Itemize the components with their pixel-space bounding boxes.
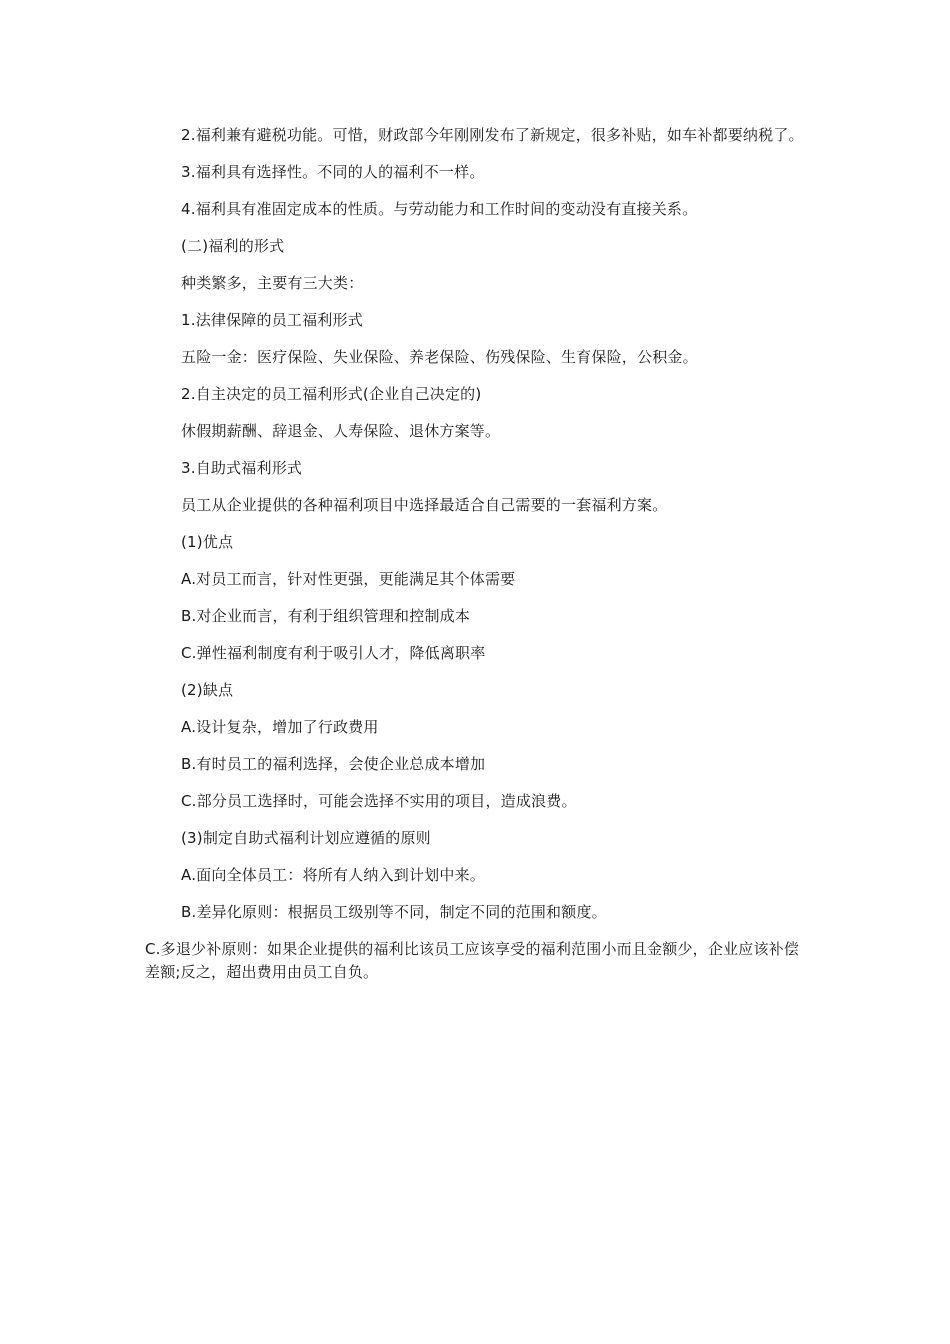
paragraph-selectivity: 3.福利具有选择性。不同的人的福利不一样。	[181, 163, 485, 181]
paragraph-tax-avoidance: 2.福利兼有避税功能。可惜，财政部今年刚刚发布了新规定，很多补贴，如车补都要纳税了。	[181, 126, 804, 144]
paragraph-autonomous-examples: 休假期薪酬、辞退金、人寿保险、退休方案等。	[181, 422, 501, 440]
subheading-advantages: (1)优点	[181, 533, 234, 551]
subheading-self-service-welfare: 3.自助式福利形式	[181, 459, 303, 477]
subheading-autonomous-welfare: 2.自主决定的员工福利形式(企业自己决定的)	[181, 385, 482, 403]
list-item-disadvantage-c: C.部分员工选择时，可能会选择不实用的项目，造成浪费。	[181, 792, 577, 810]
list-item-principle-b: B.差异化原则：根据员工级别等不同，制定不同的范围和额度。	[181, 903, 607, 921]
document-body	[145, 124, 810, 998]
subheading-principles: (3)制定自助式福利计划应遵循的原则	[181, 829, 431, 847]
list-item-advantage-a: A.对员工而言，针对性更强，更能满足其个体需要	[181, 570, 516, 588]
paragraph-self-service-description: 员工从企业提供的各种福利项目中选择最适合自己需要的一套福利方案。	[181, 496, 668, 514]
paragraph-five-insurances: 五险一金：医疗保险、失业保险、养老保险、伤残保险、生育保险，公积金。	[181, 348, 698, 366]
list-item-advantage-b: B.对企业而言，有利于组织管理和控制成本	[181, 607, 471, 625]
section-heading-welfare-forms: (二)福利的形式	[181, 237, 285, 255]
list-item-disadvantage-a: A.设计复杂，增加了行政费用	[181, 718, 379, 736]
list-item-principle-c: C.多退少补原则：如果企业提供的福利比该员工应该享受的福利范围小而且金额少，企业应该补偿差额;反之，超出费用由员工自负。	[145, 940, 800, 981]
list-item-advantage-c: C.弹性福利制度有利于吸引人才，降低离职率	[181, 644, 486, 662]
subheading-legal-welfare: 1.法律保障的员工福利形式	[181, 311, 363, 329]
list-item-principle-a: A.面向全体员工：将所有人纳入到计划中来。	[181, 866, 485, 884]
subheading-disadvantages: (2)缺点	[181, 681, 234, 699]
paragraph-three-categories: 种类繁多，主要有三大类：	[181, 274, 364, 292]
list-item-disadvantage-b: B.有时员工的福利选择，会使企业总成本增加	[181, 755, 486, 773]
paragraph-quasi-fixed-cost: 4.福利具有准固定成本的性质。与劳动能力和工作时间的变动没有直接关系。	[181, 200, 698, 218]
